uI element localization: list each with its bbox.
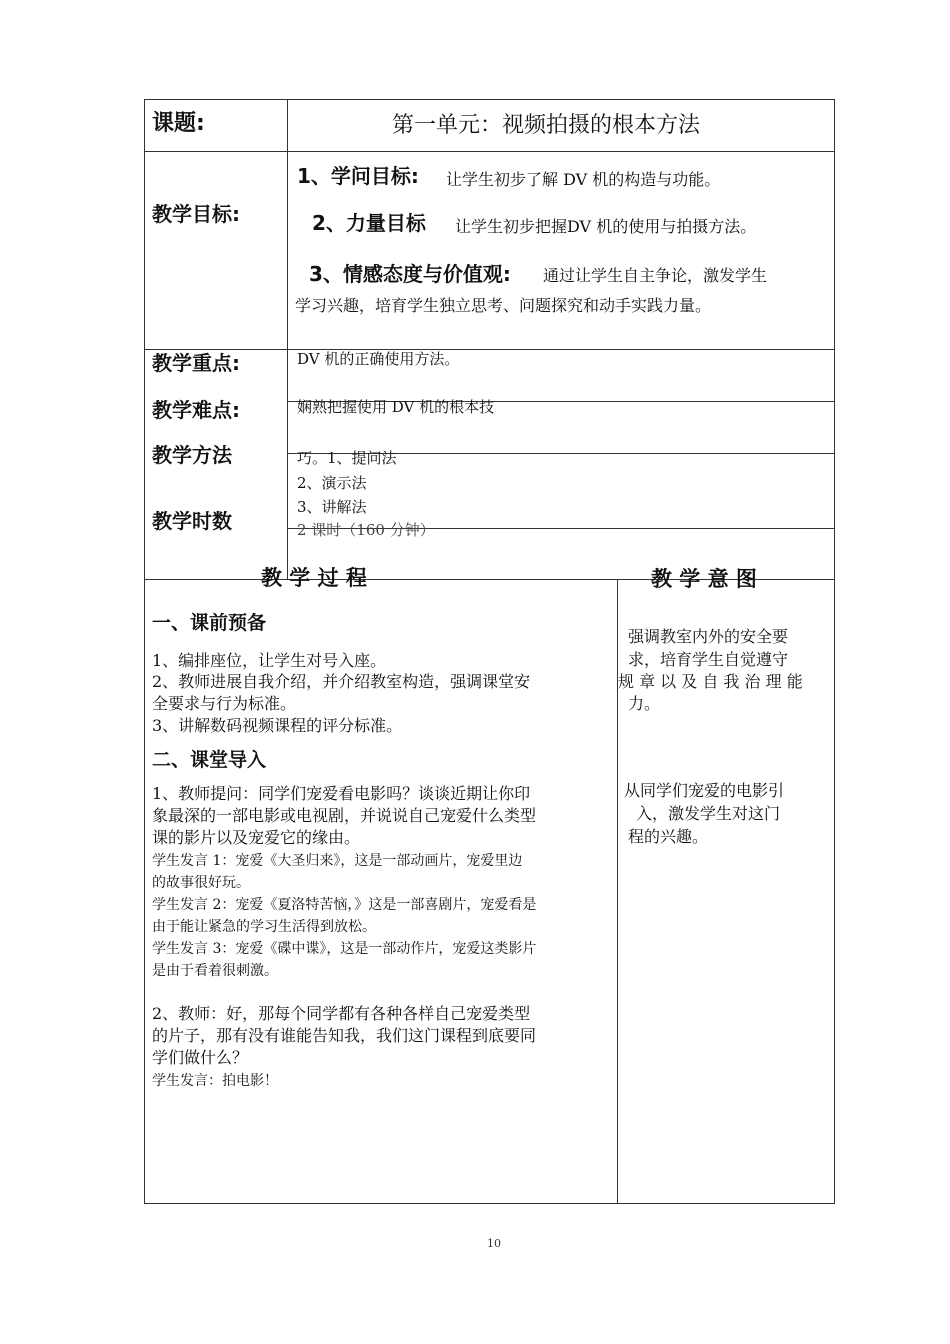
section-2-question-3: 课的影片以及宠爱它的缘由。 bbox=[152, 828, 361, 847]
goal-3-heading: 3、情感态度与价值观: bbox=[309, 262, 511, 286]
goal-1-text: 让学生初步了解 DV 机的构造与功能。 bbox=[446, 170, 721, 189]
method-line-1: 巧。1、提问法 bbox=[297, 449, 397, 467]
section-1-line-1: 1、编排座位，让学生对号入座。 bbox=[152, 651, 387, 670]
method-line-3: 3、讲解法 bbox=[297, 498, 367, 516]
teacher-2-line-2: 的片子，那有没有谁能告知我，我们这门课程到底要同 bbox=[152, 1026, 537, 1045]
section-1-title: 一、课前预备 bbox=[152, 612, 267, 634]
goal-3-text-line2: 学习兴趣，培育学生独立思考、问题探究和动手实践力量。 bbox=[295, 296, 712, 315]
student-4-line: 学生发言：拍电影！ bbox=[152, 1073, 278, 1089]
topic-label: 课题: bbox=[152, 111, 205, 136]
teacher-2-line-3: 学们做什么？ bbox=[152, 1048, 249, 1067]
difficulty-value: 娴熟把握使用 DV 机的根本技 bbox=[297, 398, 495, 416]
topic-title: 第一单元：视频拍摄的根本方法 bbox=[392, 113, 701, 138]
process-header-left: 教 学 过 程 bbox=[261, 566, 367, 590]
table-bottom-border bbox=[144, 1203, 835, 1204]
process-header-right: 教 学 意 图 bbox=[651, 567, 757, 591]
student-1-line-1: 学生发言 1：宠爱《大圣归来》，这是一部动画片，宠爱里边 bbox=[152, 853, 523, 869]
key-point-value: DV 机的正确使用方法。 bbox=[297, 350, 460, 368]
row-divider-topic bbox=[144, 151, 835, 152]
page-number: 10 bbox=[487, 1237, 501, 1250]
student-2-line-1: 学生发言 2：宠爱《夏洛特苦恼，》这是一部喜剧片，宠爱看是 bbox=[152, 897, 537, 913]
table-top-border bbox=[144, 99, 835, 100]
student-3-line-2: 是由于看着很刺激。 bbox=[152, 963, 278, 979]
intent-2-line-1: 从同学们宠爱的电影引 bbox=[624, 781, 785, 800]
section-1-line-4: 3、讲解数码视频课程的评分标准。 bbox=[152, 716, 403, 735]
section-2-title: 二、课堂导入 bbox=[152, 749, 267, 771]
goal-3-text-line1: 通过让学生自主争论，激发学生 bbox=[543, 266, 768, 285]
intent-1-line-2: 求，培育学生自觉遵守 bbox=[628, 650, 789, 669]
section-2-question-1: 1、教师提问：同学们宠爱看电影吗？谈谈近期让你印 bbox=[152, 784, 531, 803]
teacher-2-line-1: 2、教师：好，那每个同学都有各种各样自己宠爱类型 bbox=[152, 1004, 531, 1023]
row-divider-goals bbox=[144, 349, 835, 350]
key-point-label: 教学重点: bbox=[152, 351, 240, 375]
intent-1-line-1: 强调教室内外的安全要 bbox=[628, 627, 789, 646]
intent-2-line-3: 程的兴趣。 bbox=[628, 827, 709, 846]
goal-1-heading: 1、学问目标: bbox=[297, 164, 419, 188]
section-1-line-3: 全要求与行为标准。 bbox=[152, 694, 297, 713]
intent-2-line-2: 入，激发学生对这门 bbox=[636, 804, 781, 823]
intent-1-line-3: 规 章 以 及 自 我 治 理 能 bbox=[618, 672, 803, 691]
hours-label: 教学时数 bbox=[152, 509, 232, 533]
hours-value: 2 课时（160 分钟） bbox=[297, 521, 435, 539]
goals-label: 教学目标: bbox=[152, 202, 240, 226]
goal-2-text: 让学生初步把握DV 机的使用与拍摄方法。 bbox=[455, 217, 757, 236]
table-right-border bbox=[834, 99, 835, 1204]
section-2-question-2: 象最深的一部电影或电视剧，并说说自己宠爱什么类型 bbox=[152, 806, 537, 825]
section-1-line-2: 2、教师进展自我介绍，并介绍教室构造，强调课堂安 bbox=[152, 672, 531, 691]
difficulty-label: 教学难点: bbox=[152, 398, 240, 422]
student-1-line-2: 的故事很好玩。 bbox=[152, 875, 250, 891]
table-left-border bbox=[144, 99, 145, 1204]
intent-1-line-4: 力。 bbox=[628, 694, 661, 713]
method-line-2: 2、演示法 bbox=[297, 474, 367, 492]
method-label: 教学方法 bbox=[152, 443, 232, 467]
label-column-divider bbox=[287, 99, 288, 580]
student-3-line-1: 学生发言 3：宠爱《碟中谍》，这是一部动作片，宠爱这类影片 bbox=[152, 941, 537, 957]
student-2-line-2: 由于能让紧急的学习生活得到放松。 bbox=[152, 919, 376, 935]
goal-2-heading: 2、力量目标 bbox=[312, 211, 426, 235]
